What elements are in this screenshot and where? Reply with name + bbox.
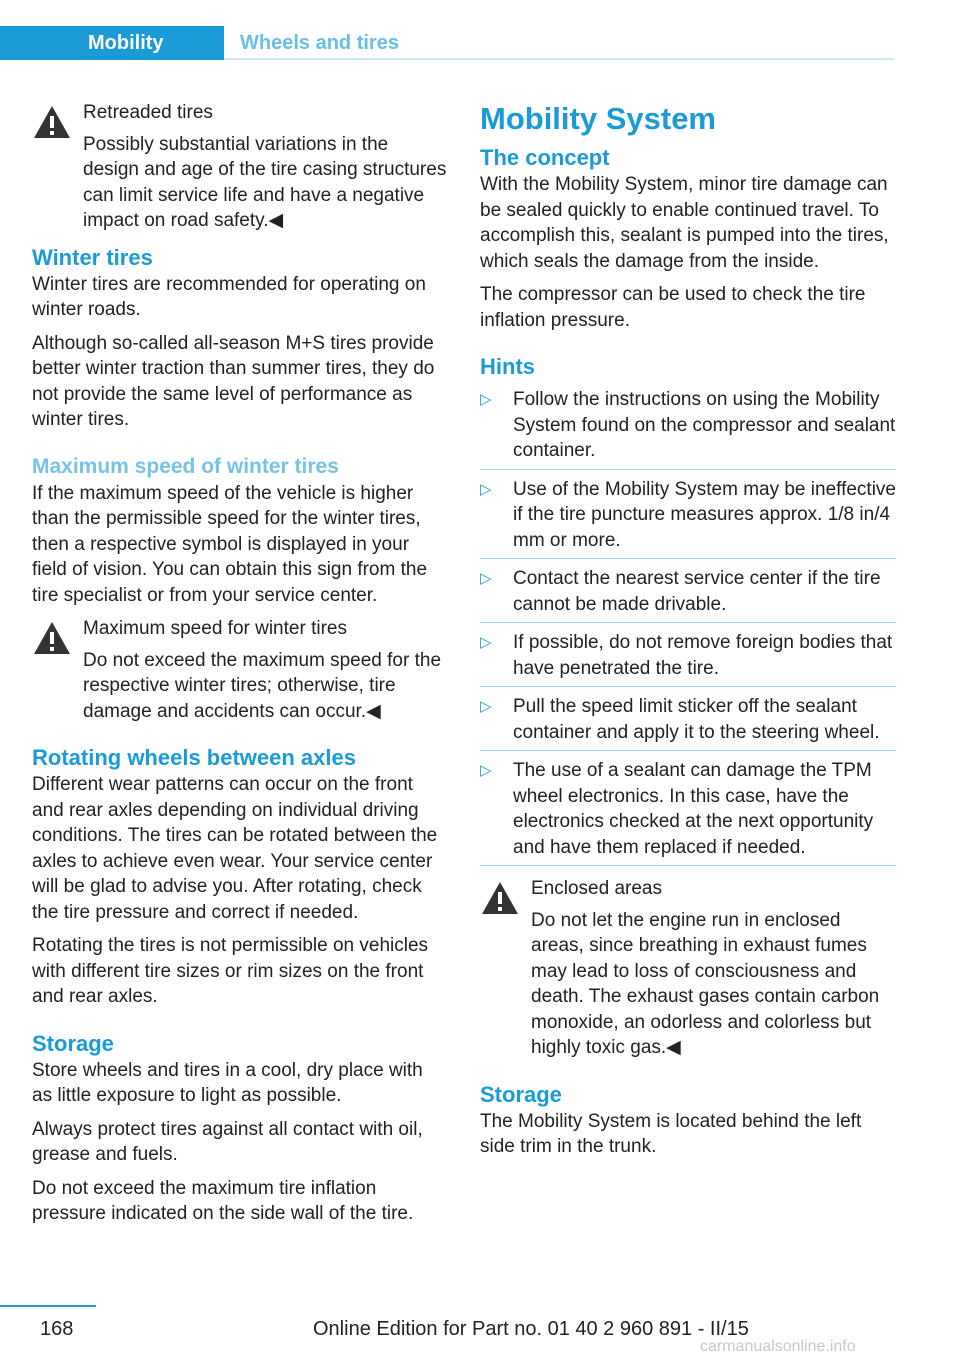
triangle-bullet-icon: ▷: [480, 480, 492, 498]
paragraph: Winter tires are recommended for operating on winter roads.: [32, 273, 426, 320]
warning-text: Possibly substantial variations in the design and age of the tire casing structures can limit service life and have a negative impact on road safety.◀: [83, 133, 447, 231]
heading-storage: Storage: [32, 1030, 114, 1056]
list-item-text: The use of a sealant can damage the TPM wheel electronics. In this case, have the electronics checked at the next opportunity and have them replaced if needed.: [513, 760, 874, 858]
left-column: [32, 100, 448, 1235]
heading-the-concept: The concept: [480, 145, 610, 170]
list-item: [480, 566, 896, 623]
warning-text: Do not let the engine run in enclosed areas, since breathing in exhaust fumes may lead to loss of consciousness and death. The exhaust gases contain carbon monoxide, an odorless and colorless but highly toxic gas.◀: [531, 909, 880, 1058]
triangle-bullet-icon: ▷: [480, 391, 492, 408]
warning-title: Retreaded tires: [83, 102, 213, 123]
warning-title: Maximum speed for winter tires: [83, 618, 347, 639]
list-item: [480, 694, 896, 751]
section-header: [0, 26, 894, 60]
heading-max-speed-winter: Maximum speed of winter tires: [32, 454, 339, 478]
heading-winter-tires: Winter tires: [32, 244, 153, 270]
warning-title: Enclosed areas: [531, 878, 662, 899]
paragraph: With the Mobility System, minor tire damage can be sealed quickly to enable continued travel. To accomplish this, sealant is pumped into the tires, which seals the damage from the inside.: [480, 174, 889, 272]
paragraph: Store wheels and tires in a cool, dry place with as little exposure to light as possible.: [32, 1059, 423, 1106]
paragraph: Always protect tires against all contact with oil, grease and fuels.: [32, 1118, 423, 1165]
footer-rule: [0, 1305, 96, 1307]
triangle-bullet-icon: ▷: [480, 762, 492, 779]
paragraph: If the maximum speed of the vehicle is higher than the permissible speed for the winter tires, then a respective symbol is displayed in your field of vision. You can obtain this sign from the tire specialist or from your service center.: [32, 482, 428, 606]
paragraph: The compressor can be used to check the tire inflation pressure.: [480, 284, 866, 331]
right-column: [480, 100, 896, 1168]
heading-rotating-wheels: Rotating wheels between axles: [32, 745, 356, 770]
heading-storage: Storage: [480, 1081, 562, 1107]
warning-triangle-icon: [32, 620, 72, 656]
warning-retreaded-tires: [32, 100, 448, 234]
paragraph: Although so-called all-season M+S tires provide better winter traction than summer tires, they do not provide the same level of performance as winter tires.: [32, 332, 435, 430]
warning-enclosed-areas: [480, 876, 896, 1061]
page-number: 168: [40, 1318, 74, 1340]
list-item-text: Contact the nearest service center if the tire cannot be made drivable.: [513, 568, 881, 615]
header-rule: [224, 58, 894, 60]
list-item-text: Follow the instructions on using the Mobility System found on the compressor and sealant container.: [513, 389, 896, 461]
paragraph: Rotating the tires is not permissible on vehicles with different tire sizes or rim sizes on the front and rear axles.: [32, 935, 429, 1007]
warning-text: Do not exceed the maximum speed for the respective winter tires; otherwise, tire damage and accidents can occur.◀: [83, 649, 442, 722]
warning-triangle-icon: [480, 880, 520, 916]
paragraph: Different wear patterns can occur on the front and rear axles depending on individual driving conditions. The tires can be rotated between the axles to achieve even wear. Your service center will be glad to advise you. After rotating, check the tire pressure and correct if needed.: [32, 774, 438, 923]
triangle-bullet-icon: ▷: [480, 570, 492, 587]
list-item: [480, 758, 896, 866]
paragraph: The Mobility System is located behind the left side trim in the trunk.: [480, 1110, 862, 1157]
hints-list: [480, 387, 896, 866]
warning-max-speed: [32, 616, 448, 724]
list-item: [480, 630, 896, 687]
watermark: carmanualsonline.info: [700, 1338, 856, 1355]
paragraph: Do not exceed the maximum tire inflation pressure indicated on the side wall of the tire.: [32, 1177, 414, 1224]
list-item: [480, 387, 896, 470]
page-title: Mobility System: [480, 101, 716, 136]
tab-wheels-and-tires: Wheels and tires: [224, 26, 894, 60]
list-item-text: If possible, do not remove foreign bodies that have penetrated the tire.: [513, 632, 893, 679]
list-item: [480, 477, 896, 560]
triangle-bullet-icon: ▷: [480, 634, 492, 651]
list-item-text: Use of the Mobility System may be ineffective if the tire puncture measures approx. 1/8 in/4 mm or more.: [513, 478, 896, 551]
list-item-text: Pull the speed limit sticker off the sealant container and apply it to the steering wheel.: [513, 696, 880, 743]
edition-text: Online Edition for Part no. 01 40 2 960 891 - II/15: [313, 1318, 749, 1340]
warning-triangle-icon: [32, 104, 72, 140]
triangle-bullet-icon: ▷: [480, 698, 492, 715]
heading-hints: Hints: [480, 354, 535, 379]
tab-mobility: Mobility: [0, 26, 224, 60]
